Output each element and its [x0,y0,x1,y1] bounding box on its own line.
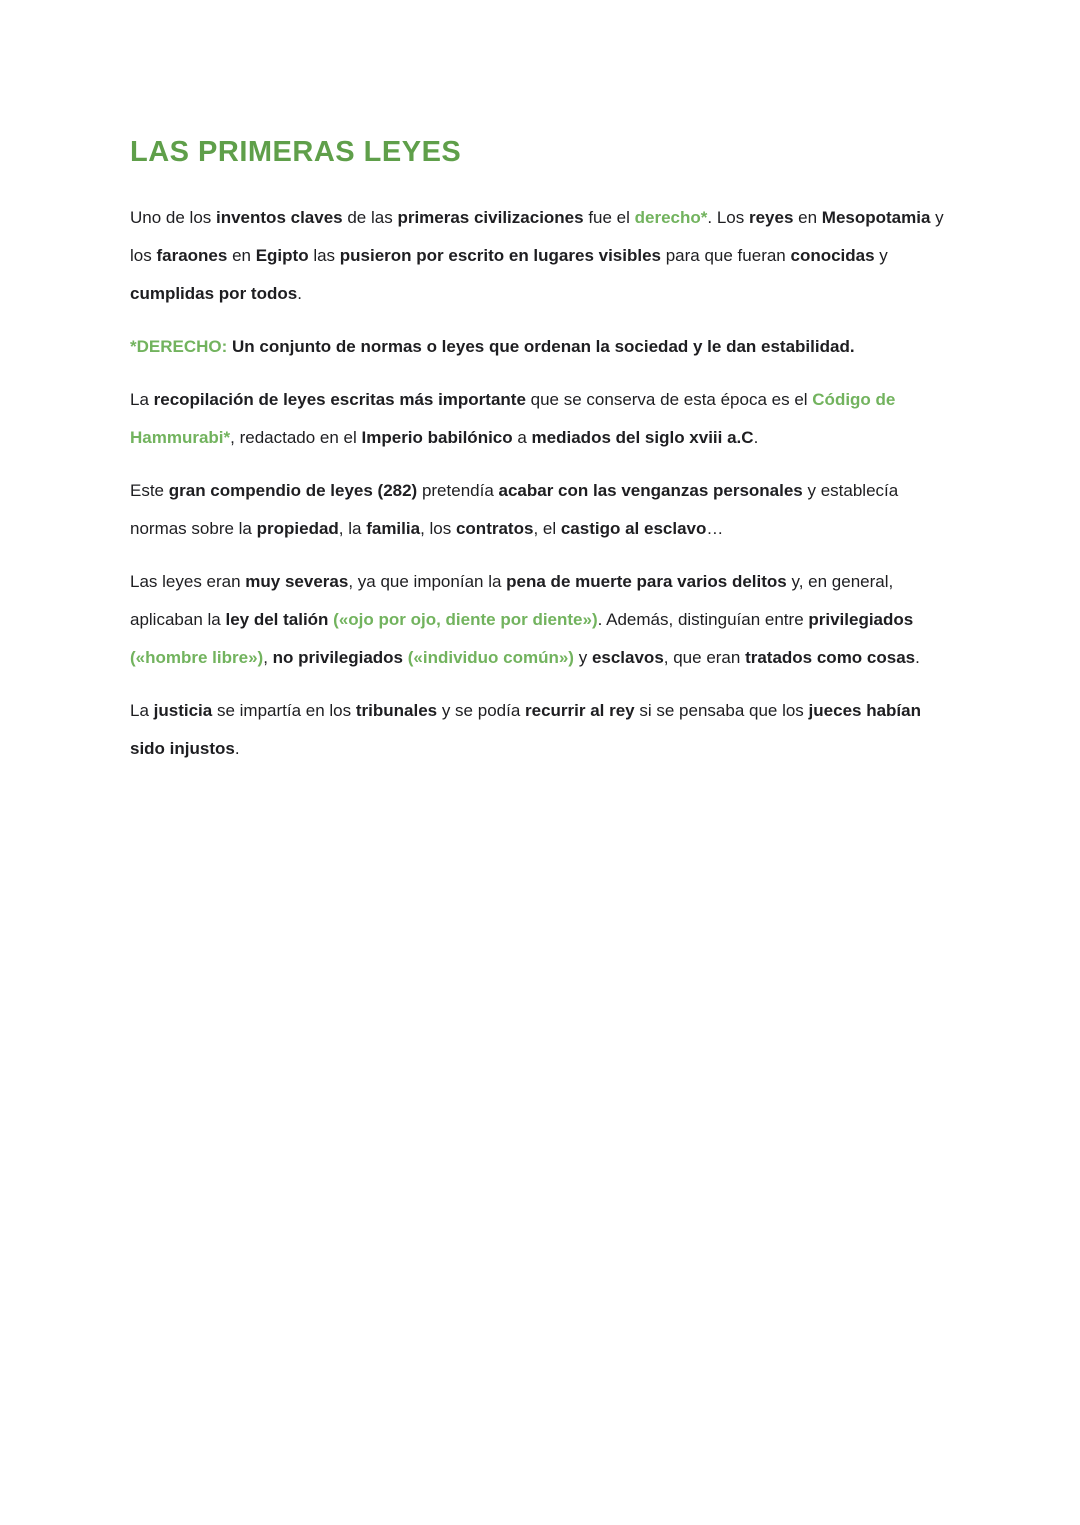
text-segment: pena de muerte para varios delitos [506,572,787,591]
text-segment: Uno de los [130,208,216,227]
text-segment: en [793,208,822,227]
text-segment: La [130,390,154,409]
text-segment: jueces habían sido injustos [130,701,921,758]
text-segment: se impartía en los [212,701,356,720]
text-segment: La [130,701,154,720]
paragraph [130,472,948,548]
text-segment: , los [420,519,456,538]
text-segment: pretendía [417,481,499,500]
text-segment: cumplidas por todos [130,284,298,303]
text-segment: Un conjunto de normas o leyes que ordenan la sociedad y le dan estabilidad. [232,337,855,356]
text-segment: esclavos [591,648,664,667]
text-segment: … [706,519,724,538]
text-segment: para que fueran [661,246,791,265]
text-segment: Este [130,481,169,500]
text-segment: justicia [153,701,213,720]
text-segment: y, en general, aplicaban la [130,572,894,629]
paragraph [130,692,948,768]
text-segment: , ya que imponían la [348,572,507,591]
text-segment: y se podía [437,701,525,720]
text-segment: si se pensaba que los [634,701,809,720]
text-segment: conocidas [790,246,875,265]
text-segment: . [915,648,920,667]
text-segment: las [308,246,340,265]
text-segment: acabar con las venganzas personales [498,481,803,500]
text-segment: no privilegiados [272,648,408,667]
text-segment: mediados del siglo xviii a.C [531,428,754,447]
text-segment: Código de Hammurabi* [130,390,896,447]
text-segment: ley del talión [225,610,334,629]
text-segment: . [297,284,302,303]
text-segment: gran compendio de leyes (282) [168,481,418,500]
text-segment: , la [338,519,367,538]
text-segment: . Los [707,208,749,227]
text-segment: , el [533,519,561,538]
text-segment: recurrir al rey [525,701,635,720]
text-segment: Imperio babilónico [361,428,513,447]
text-segment: , [263,648,273,667]
paragraph [130,199,948,313]
text-segment: a [512,428,532,447]
paragraph [130,328,948,366]
text-segment: recopilación de leyes escritas más importante [153,390,526,409]
document-body [130,199,948,768]
text-segment: reyes [748,208,794,227]
text-segment: primeras civilizaciones [397,208,584,227]
text-segment: y los [130,208,944,265]
text-segment: , que eran [663,648,746,667]
text-segment: («hombre libre») [130,648,264,667]
text-segment: tribunales [355,701,438,720]
text-segment: Mesopotamia [821,208,931,227]
text-segment: . [753,428,759,447]
text-segment: derecho* [634,208,708,227]
text-segment: . Además, distinguían entre [597,610,809,629]
paragraph [130,381,948,457]
text-segment: fue el [583,208,635,227]
text-segment: Las leyes eran [130,572,246,591]
text-segment: *DERECHO: [130,337,233,356]
text-segment: faraones [156,246,228,265]
text-segment: , redactado en el [230,428,362,447]
text-segment: . [234,739,240,758]
text-segment: Egipto [255,246,309,265]
text-segment: muy severas [245,572,349,591]
document-content [130,136,948,783]
text-segment: tratados como cosas [745,648,916,667]
text-segment: que se conserva de esta época es el [525,390,813,409]
text-segment: propiedad [256,519,339,538]
text-segment: inventos claves [216,208,343,227]
text-segment: en [227,246,256,265]
text-segment: contratos [455,519,534,538]
text-segment: privilegiados [808,610,914,629]
text-segment: castigo al esclavo [560,519,707,538]
text-segment: y [573,648,592,667]
text-segment: («ojo por ojo, diente por diente») [333,610,598,629]
text-segment: de las [342,208,398,227]
text-segment: pusieron por escrito en lugares visibles [339,246,661,265]
page-title: LAS PRIMERAS LEYES [130,136,462,168]
text-segment: y establecía normas sobre la [130,481,899,538]
text-segment: familia [366,519,421,538]
text-segment: («individuo común») [407,648,574,667]
paragraph [130,563,948,677]
text-segment: y [874,246,888,265]
